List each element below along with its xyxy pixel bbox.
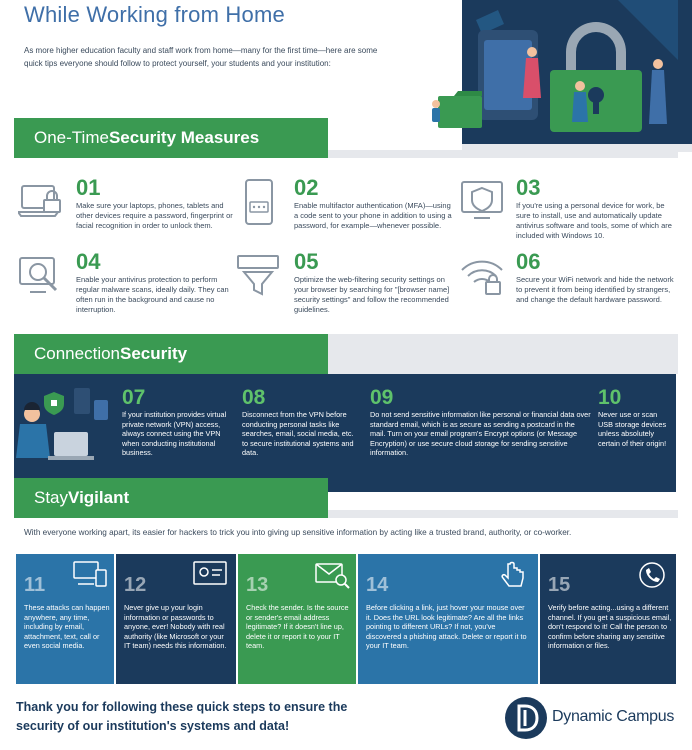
brand-logo-icon [504, 696, 548, 740]
section-divider [328, 334, 678, 374]
dynamic-campus-logo [504, 694, 684, 742]
tip-text: Never give up your login information or passwords to anyone, ever! Nobody with real authority (like Microsoft or your IT team) needs this information. [124, 603, 227, 650]
connection-text: Disconnect from the VPN before conducting personal tasks like searches, email, social media, etc. to secure institutional systems and data. [242, 410, 354, 457]
tip-tile [16, 554, 114, 684]
tip-number: 13 [246, 574, 269, 596]
tip-text: Verify before acting...using a different channel. If you get a suspicious email, don't respond to it! Call the person to confirm before sharing any sensitive information or files. [548, 603, 672, 650]
measure-number: 04 [76, 249, 101, 274]
section-title-bold: Vigilant [68, 488, 130, 507]
tip-text: These attacks can happen anywhere, any time, including by email, attachment, text, call or even social media. [24, 603, 110, 650]
section-title-bold: Security [120, 344, 188, 363]
wifi-lock-icon [458, 252, 506, 300]
section-title-light: Connection [34, 344, 121, 363]
tip-number: 14 [366, 574, 389, 596]
tip-text: Check the sender. Is the source or sender's email address legitimate? If it doesn't line up, delete it or report it to your IT team. [246, 603, 349, 650]
tip-number: 11 [24, 574, 46, 596]
section-title-light: Stay [34, 488, 69, 507]
login-screen-icon [192, 560, 228, 590]
measure-number: 02 [294, 175, 319, 200]
measure-number: 01 [76, 175, 101, 200]
phone-password-icon [236, 178, 284, 226]
section-header-connection-security [14, 334, 328, 374]
tip-tile [116, 554, 236, 684]
tip-number: 12 [124, 574, 147, 596]
section-header-stay-vigilant [14, 478, 328, 518]
page-title: While Working from Home [24, 2, 285, 27]
measure-number: 06 [516, 249, 541, 274]
connection-text: Never use or scan USB storage devices unless absolutely certain of their origin! [598, 410, 667, 448]
vigilant-intro: With everyone working apart, its easier for hackers to trick you into giving up sensitive information by acting like a trusted brand, authority, or co-worker. [24, 528, 572, 537]
connection-text: If your institution provides virtual private network (VPN) access, always connect using the VPN when conducting institutional business. [122, 410, 227, 457]
section-title-light: One-Time [34, 128, 109, 147]
bug-shield-icon [458, 178, 506, 226]
phone-call-icon [634, 560, 670, 590]
security-illustration [418, 0, 692, 152]
brand-name: Dynamic Campus [552, 708, 675, 725]
measure-number: 03 [516, 175, 541, 200]
connection-number: 08 [242, 386, 266, 409]
tip-number: 15 [548, 574, 571, 596]
devices-icon [72, 560, 108, 590]
section-divider [328, 510, 678, 518]
measure-number: 05 [294, 249, 319, 274]
measure-text: If you're using a personal device for work, be sure to install, use and automatically update antivirus software and tools, some of which are included with Windows 10. [516, 201, 672, 240]
measure-text: Optimize the web-filtering security settings on your browser by searching for "[browser name] security settings" and follow the recommended guidelines. [294, 275, 450, 314]
measure-text: Make sure your laptops, phones, tablets and other devices require a password, fingerprint or facial recognition in order to unlock them. [76, 201, 233, 230]
intro-text: As more higher education faculty and staff work from home—many for the first time—here are some quick tips everyone should follow to protect yourself, your students and your institution: [24, 46, 378, 68]
connection-security-panel [14, 374, 676, 492]
connection-number: 10 [598, 386, 622, 409]
connection-text: Do not send sensitive information like personal or financial data over standard email, which is as secure as sending a postcard in the mail. Turn on your email program's Encrypt options (or Message Encryption) or use secure cloud storage for sending sensitive information. [370, 410, 591, 457]
connection-number: 07 [122, 386, 146, 409]
tip-text: Before clicking a link, just hover your mouse over it. Does the URL look legitimate? Are all the links pointing to different URLs? If not, you've discovered a phishing attack. Delete or report it to your IT team. [366, 603, 527, 650]
measure-text: Enable multifactor authentication (MFA)—using a code sent to your phone in addition to using a password, for example—whenever possible. [294, 201, 452, 230]
tip-tile [238, 554, 356, 684]
section-divider [328, 150, 678, 158]
measure-text: Secure your WiFi network and hide the network to prevent it from being identified by strangers, and change the default hardware password. [516, 275, 674, 304]
person-laptop-icon [14, 378, 118, 464]
tip-tile [358, 554, 538, 684]
connection-number: 09 [370, 386, 394, 409]
mail-search-icon [314, 560, 350, 590]
filter-funnel-icon [236, 252, 284, 300]
tip-tile [540, 554, 676, 684]
measure-text: Enable your antivirus protection to perform regular malware scans, ideally daily. They can often run in the background and cause no interruption. [76, 275, 229, 314]
laptop-lock-icon [18, 178, 66, 226]
section-title-bold: Security Measures [108, 128, 260, 147]
footer-thank-you: Thank you for following these quick steps to ensure the security of our institution's systems and data! [16, 700, 348, 733]
pointer-hand-icon [494, 560, 530, 590]
magnifier-monitor-icon [18, 252, 66, 300]
section-header-one-time-security [14, 118, 328, 158]
